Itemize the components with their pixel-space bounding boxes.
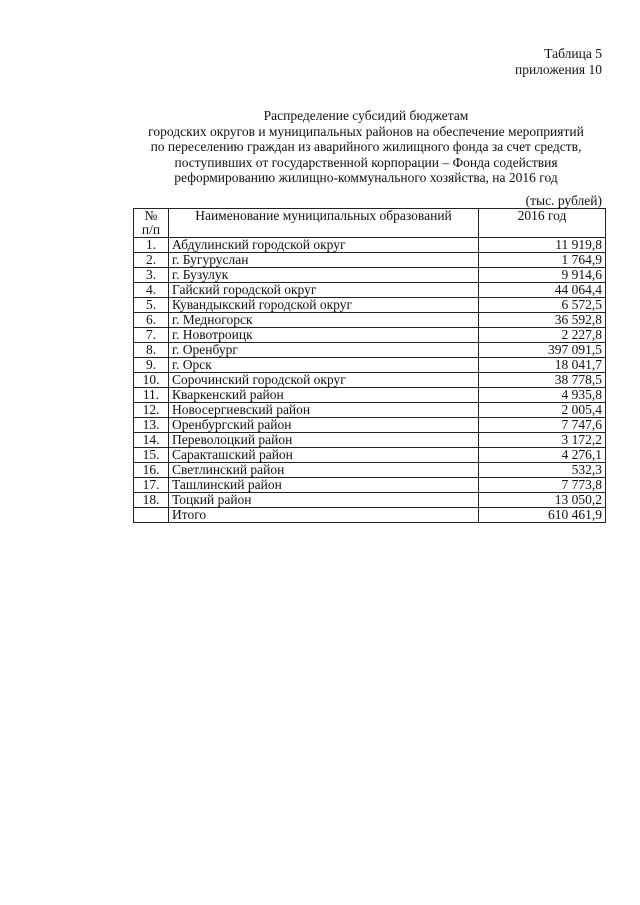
- document-title: [120, 108, 612, 186]
- row-number: 11.: [134, 388, 169, 403]
- row-value: 2 005,4: [479, 403, 606, 418]
- table-row: [134, 313, 606, 328]
- title-line: реформированию жилищно-коммунального хозяйства, на 2016 год: [174, 170, 558, 185]
- header-value: 2016 год: [479, 209, 606, 238]
- row-number: 2.: [134, 253, 169, 268]
- row-name: Абдулинский городской округ: [169, 238, 479, 253]
- row-value: 6 572,5: [479, 298, 606, 313]
- row-name: Оренбургский район: [169, 418, 479, 433]
- row-name: г. Бугуруслан: [169, 253, 479, 268]
- table-row: [134, 268, 606, 283]
- row-value: 13 050,2: [479, 493, 606, 508]
- row-name: Кваркенский район: [169, 388, 479, 403]
- header-number: [134, 209, 169, 238]
- row-name: Саракташский район: [169, 448, 479, 463]
- row-name: Кувандыкский городской округ: [169, 298, 479, 313]
- row-number: 16.: [134, 463, 169, 478]
- row-number: 5.: [134, 298, 169, 313]
- table-row: [134, 298, 606, 313]
- row-number: 7.: [134, 328, 169, 343]
- title-line: Распределение субсидий бюджетам: [263, 108, 469, 123]
- table-row: [134, 283, 606, 298]
- row-number: 18.: [134, 493, 169, 508]
- table-row: [134, 238, 606, 253]
- row-number: 1.: [134, 238, 169, 253]
- header-name: Наименование муниципальных образований: [169, 209, 479, 238]
- row-number: 9.: [134, 358, 169, 373]
- row-name: Гайский городской округ: [169, 283, 479, 298]
- table-total-row: [134, 508, 606, 523]
- row-name: г. Медногорск: [169, 313, 479, 328]
- row-value: 1 764,9: [479, 253, 606, 268]
- row-number: 8.: [134, 343, 169, 358]
- table-row: [134, 253, 606, 268]
- row-value: 4 276,1: [479, 448, 606, 463]
- row-number: 3.: [134, 268, 169, 283]
- header-number-symbol: №: [144, 208, 158, 223]
- row-name: г. Орск: [169, 358, 479, 373]
- annex-reference: [515, 46, 602, 78]
- total-value: 610 461,9: [479, 508, 606, 523]
- table-row: [134, 433, 606, 448]
- row-name: г. Оренбург: [169, 343, 479, 358]
- row-number: 4.: [134, 283, 169, 298]
- row-value: 4 935,8: [479, 388, 606, 403]
- table-header-row: [134, 209, 606, 238]
- row-value: 38 778,5: [479, 373, 606, 388]
- row-name: г. Новотроицк: [169, 328, 479, 343]
- row-value: 7 773,8: [479, 478, 606, 493]
- row-number: 12.: [134, 403, 169, 418]
- table-row: [134, 343, 606, 358]
- table-row: [134, 463, 606, 478]
- row-number: 14.: [134, 433, 169, 448]
- row-value: 3 172,2: [479, 433, 606, 448]
- row-value: 18 041,7: [479, 358, 606, 373]
- row-name: Тоцкий район: [169, 493, 479, 508]
- annex-table-number: Таблица 5: [544, 46, 602, 61]
- row-value: 2 227,8: [479, 328, 606, 343]
- title-line: по переселению граждан из аварийного жилищного фонда за счет средств,: [150, 139, 582, 154]
- row-value: 9 914,6: [479, 268, 606, 283]
- table-row: [134, 403, 606, 418]
- row-number: 6.: [134, 313, 169, 328]
- total-label: Итого: [169, 508, 479, 523]
- table-row: [134, 478, 606, 493]
- table-row: [134, 373, 606, 388]
- row-name: Переволоцкий район: [169, 433, 479, 448]
- table-row: [134, 493, 606, 508]
- row-number: 15.: [134, 448, 169, 463]
- row-value: 11 919,8: [479, 238, 606, 253]
- title-line: городских округов и муниципальных районов на обеспечение мероприятий: [148, 123, 584, 139]
- subsidy-table: [133, 208, 606, 523]
- units-label: (тыс. рублей): [525, 193, 602, 208]
- row-number: 13.: [134, 418, 169, 433]
- total-number-cell: [134, 508, 169, 523]
- row-value: 44 064,4: [479, 283, 606, 298]
- row-name: Светлинский район: [169, 463, 479, 478]
- row-number: 17.: [134, 478, 169, 493]
- row-value: 36 592,8: [479, 313, 606, 328]
- row-number: 10.: [134, 373, 169, 388]
- table-row: [134, 328, 606, 343]
- table-row: [134, 448, 606, 463]
- annex-appendix-number: приложения 10: [514, 62, 602, 77]
- row-name: Сорочинский городской округ: [169, 373, 479, 388]
- row-name: г. Бузулук: [169, 268, 479, 283]
- row-value: 397 091,5: [479, 343, 606, 358]
- row-name: Новосергиевский район: [169, 403, 479, 418]
- table-row: [134, 418, 606, 433]
- table-row: [134, 388, 606, 403]
- row-value: 532,3: [479, 463, 606, 478]
- table-row: [134, 358, 606, 373]
- header-number-abbrev: п/п: [141, 222, 161, 237]
- row-name: Ташлинский район: [169, 478, 479, 493]
- title-line: поступивших от государственной корпорации – Фонда содействия: [174, 154, 558, 170]
- row-value: 7 747,6: [479, 418, 606, 433]
